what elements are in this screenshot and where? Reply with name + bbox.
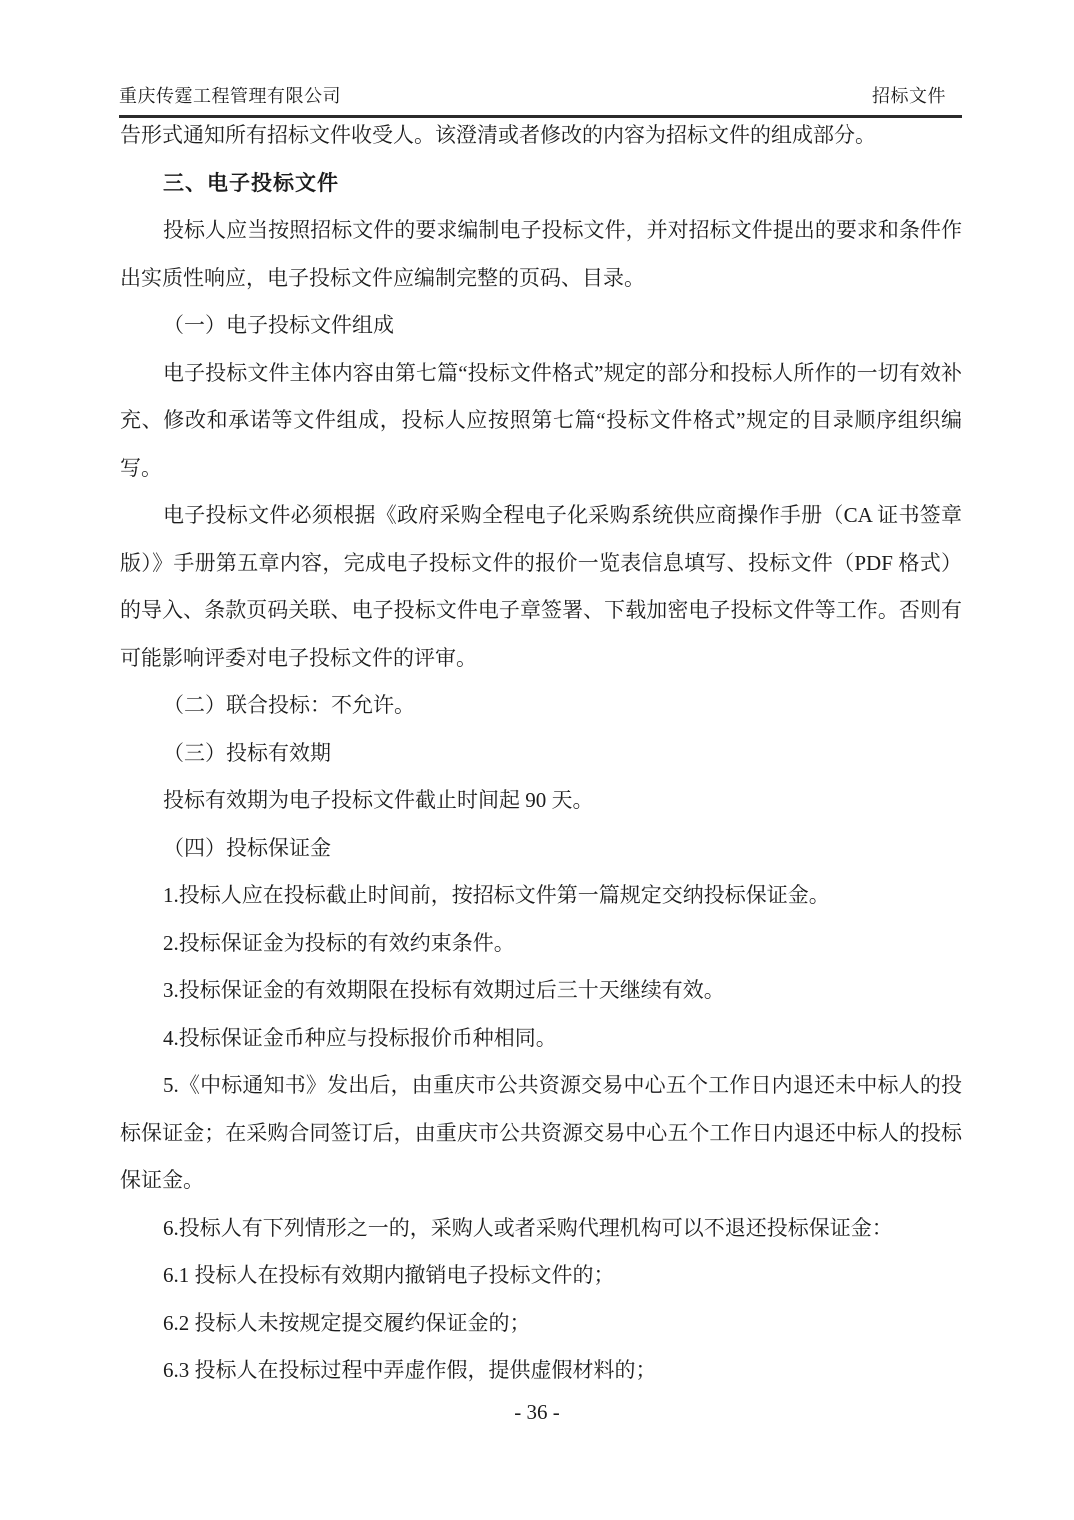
paragraph: （一）电子投标文件组成 xyxy=(163,313,394,337)
page-number: - 36 - xyxy=(514,1400,560,1424)
paragraph: （四）投标保证金 xyxy=(163,835,331,860)
paragraph: 4.投标保证金币种应与投标报价币种相同。 xyxy=(163,1025,557,1050)
paragraph: 电子投标文件必须根据《政府采购全程电子化采购系统供应商操作手册（CA 证书签章版）》手册第五章内容，完成电子投标文件的报价一览表信息填写、投标文件（PDF 格式）的导入、条款页码关联、电子投标文件电子章签署、下载加密电子投标文件等工作。否则有可能影响评委对电子投标文件的评审。 xyxy=(120,503,962,670)
paragraph: 6.投标人有下列情形之一的，采购人或者采购代理机构可以不退还投标保证金： xyxy=(163,1215,893,1240)
page-footer xyxy=(0,1400,1074,1425)
paragraph: 6.1 投标人在投标有效期内撤销电子投标文件的； xyxy=(163,1263,615,1287)
document-body xyxy=(120,112,962,1395)
section-heading: 三、电子投标文件 xyxy=(163,171,339,195)
paragraph: （三）投标有效期 xyxy=(163,740,331,765)
paragraph: 2.投标保证金为投标的有效约束条件。 xyxy=(163,930,515,955)
paragraph: 电子投标文件主体内容由第七篇“投标文件格式”规定的部分和投标人所作的一切有效补充、修改和承诺等文件组成，投标人应按照第七篇“投标文件格式”规定的目录顺序组织编写。 xyxy=(120,360,962,480)
header-company-name: 重庆传霆工程管理有限公司 xyxy=(119,86,341,106)
paragraph: 投标人应当按照招标文件的要求编制电子投标文件，并对招标文件提出的要求和条件作出实质性响应，电子投标文件应编制完整的页码、目录。 xyxy=(120,218,962,290)
paragraph: （二）联合投标：不允许。 xyxy=(163,693,415,717)
paragraph: 告形式通知所有招标文件收受人。该澄清或者修改的内容为招标文件的组成部分。 xyxy=(120,123,876,147)
header-doc-type: 招标文件 xyxy=(872,86,946,106)
paragraph: 投标有效期为电子投标文件截止时间起 90 天。 xyxy=(163,788,594,812)
paragraph: 1.投标人应在投标截止时间前，按招标文件第一篇规定交纳投标保证金。 xyxy=(163,883,830,907)
paragraph: 5.《中标通知书》发出后，由重庆市公共资源交易中心五个工作日内退还未中标人的投标保证金；在采购合同签订后，由重庆市公共资源交易中心五个工作日内退还中标人的投标保证金。 xyxy=(120,1073,962,1192)
paragraph: 3.投标保证金的有效期限在投标有效期过后三十天继续有效。 xyxy=(163,978,725,1002)
paragraph: 6.2 投标人未按规定提交履约保证金的； xyxy=(163,1310,531,1335)
paragraph: 6.3 投标人在投标过程中弄虚作假，提供虚假材料的； xyxy=(163,1358,657,1382)
